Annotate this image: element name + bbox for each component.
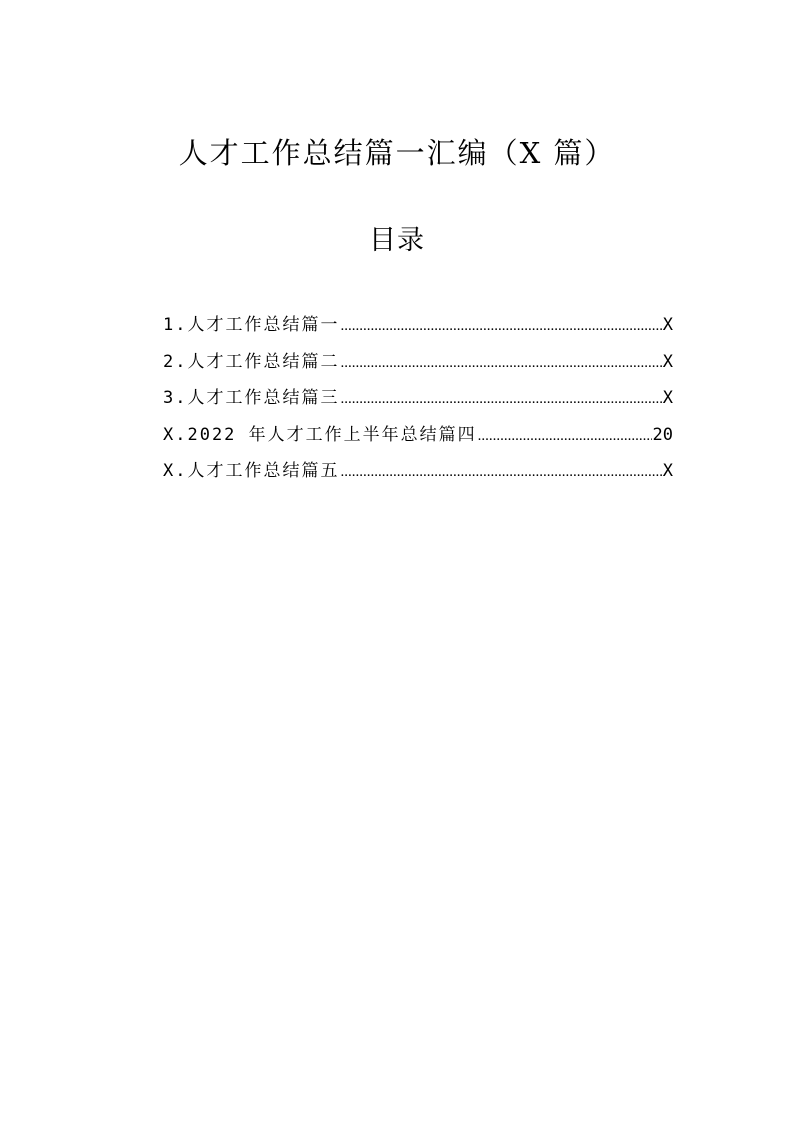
toc-entry-label: X.2022 年人才工作上半年总结篇四 [163,424,477,445]
toc-entry-label: 1.人才工作总结篇一 [163,315,340,335]
toc-entry-page: X [662,315,673,335]
toc-dot-leader [340,311,661,341]
toc-dot-leader [478,421,652,451]
toc-entry-1[interactable] [163,310,673,347]
toc-entry-page: X [662,461,673,481]
toc-entry-5[interactable] [163,456,673,493]
toc-entry-3[interactable] [163,383,673,420]
toc-dot-leader [340,348,661,378]
toc-dot-leader [340,384,661,414]
toc-entry-label: X.人才工作总结篇五 [163,461,340,481]
toc-entry-2[interactable] [163,347,673,384]
toc-entry-4[interactable] [163,420,673,457]
table-of-contents [163,310,673,493]
toc-dot-leader [340,457,661,487]
toc-heading: 目录 [369,225,425,256]
toc-entry-page: X [662,388,673,408]
toc-entry-page: 20 [652,424,673,445]
toc-entry-label: 3.人才工作总结篇三 [163,388,340,408]
toc-entry-label: 2.人才工作总结篇二 [163,351,340,372]
document-title: 人才工作总结篇一汇编（X 篇） [178,136,616,170]
toc-entry-page: X [662,351,673,372]
